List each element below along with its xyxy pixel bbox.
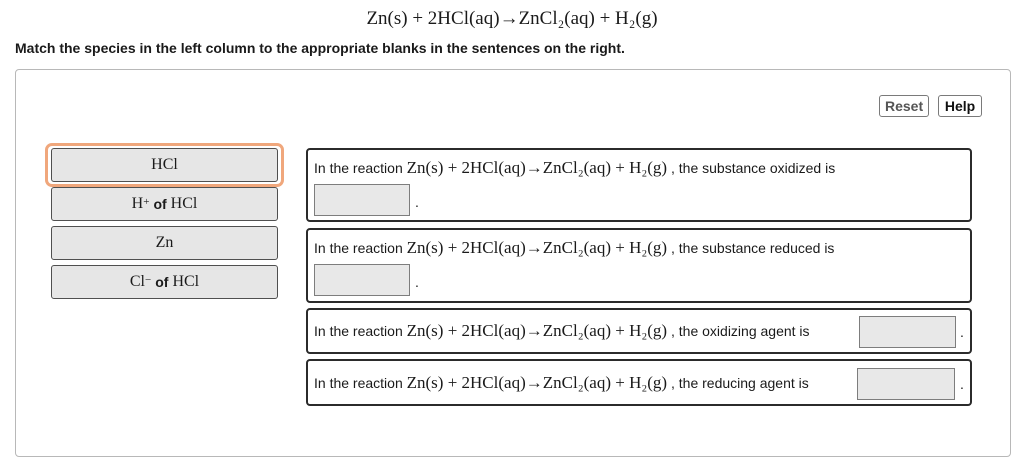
sentence-equation: Zn(s) + 2HCl(aq)→ZnCl₂(aq) + H₂(g)	[406, 158, 668, 177]
instructions-text: Match the species in the left column to the appropriate blanks in the sentences on the right.	[15, 40, 625, 56]
tile-label-2: HCl	[170, 195, 198, 212]
sentence-period: .	[960, 324, 964, 340]
tile-superscript: −	[145, 274, 152, 286]
sentence-reduced	[306, 228, 972, 303]
sentence-ending: , the substance oxidized is	[671, 160, 836, 176]
drop-target-reduced[interactable]	[314, 264, 410, 296]
reaction-equation-title: Zn(s) + 2HCl(aq)→ZnCl₂(aq) + H₂(g)	[366, 8, 658, 29]
sentence-prefix: In the reaction	[314, 240, 403, 256]
tile-label: H	[131, 195, 144, 212]
tile-of-text: of	[153, 196, 167, 212]
sentence-ending: , the substance reduced is	[671, 240, 835, 256]
sentence-prefix: In the reaction	[314, 160, 403, 176]
sentence-period: .	[415, 194, 419, 210]
sentence-period: .	[960, 376, 964, 392]
sentence-equation: Zn(s) + 2HCl(aq)→ZnCl₂(aq) + H₂(g)	[406, 373, 668, 392]
sentence-prefix: In the reaction	[314, 375, 403, 391]
tile-label: Zn	[155, 234, 174, 251]
sentence-prefix: In the reaction	[314, 323, 403, 339]
drop-target-oxidized[interactable]	[314, 184, 410, 216]
sentence-oxidized	[306, 148, 972, 222]
drop-target-reducing-agent[interactable]	[857, 368, 955, 400]
sentence-oxidizing-agent	[306, 308, 972, 354]
tile-zn[interactable]	[51, 226, 278, 260]
sentence-text	[314, 373, 809, 393]
tile-label: HCl	[151, 156, 178, 173]
tile-of-text: of	[155, 274, 169, 290]
sentence-text	[314, 321, 810, 341]
tile-hcl[interactable]	[51, 148, 278, 182]
tile-superscript: +	[143, 196, 150, 208]
tile-h-plus-of-hcl[interactable]	[51, 187, 278, 221]
sentence-ending: , the reducing agent is	[671, 375, 809, 391]
help-button[interactable]: Help	[938, 95, 982, 117]
tile-cl-minus-of-hcl[interactable]	[51, 265, 278, 299]
sentence-ending: , the oxidizing agent is	[671, 323, 810, 339]
sentence-reducing-agent	[306, 359, 972, 406]
drop-target-oxidizing-agent[interactable]	[859, 316, 956, 348]
sentence-text	[314, 238, 834, 258]
sentence-text	[314, 158, 835, 178]
sentence-period: .	[415, 274, 419, 290]
reset-button[interactable]: Reset	[879, 95, 929, 117]
sentence-equation: Zn(s) + 2HCl(aq)→ZnCl₂(aq) + H₂(g)	[406, 321, 668, 340]
tile-label-2: HCl	[172, 273, 200, 290]
sentence-equation: Zn(s) + 2HCl(aq)→ZnCl₂(aq) + H₂(g)	[406, 238, 668, 257]
tile-label: Cl	[129, 273, 145, 290]
